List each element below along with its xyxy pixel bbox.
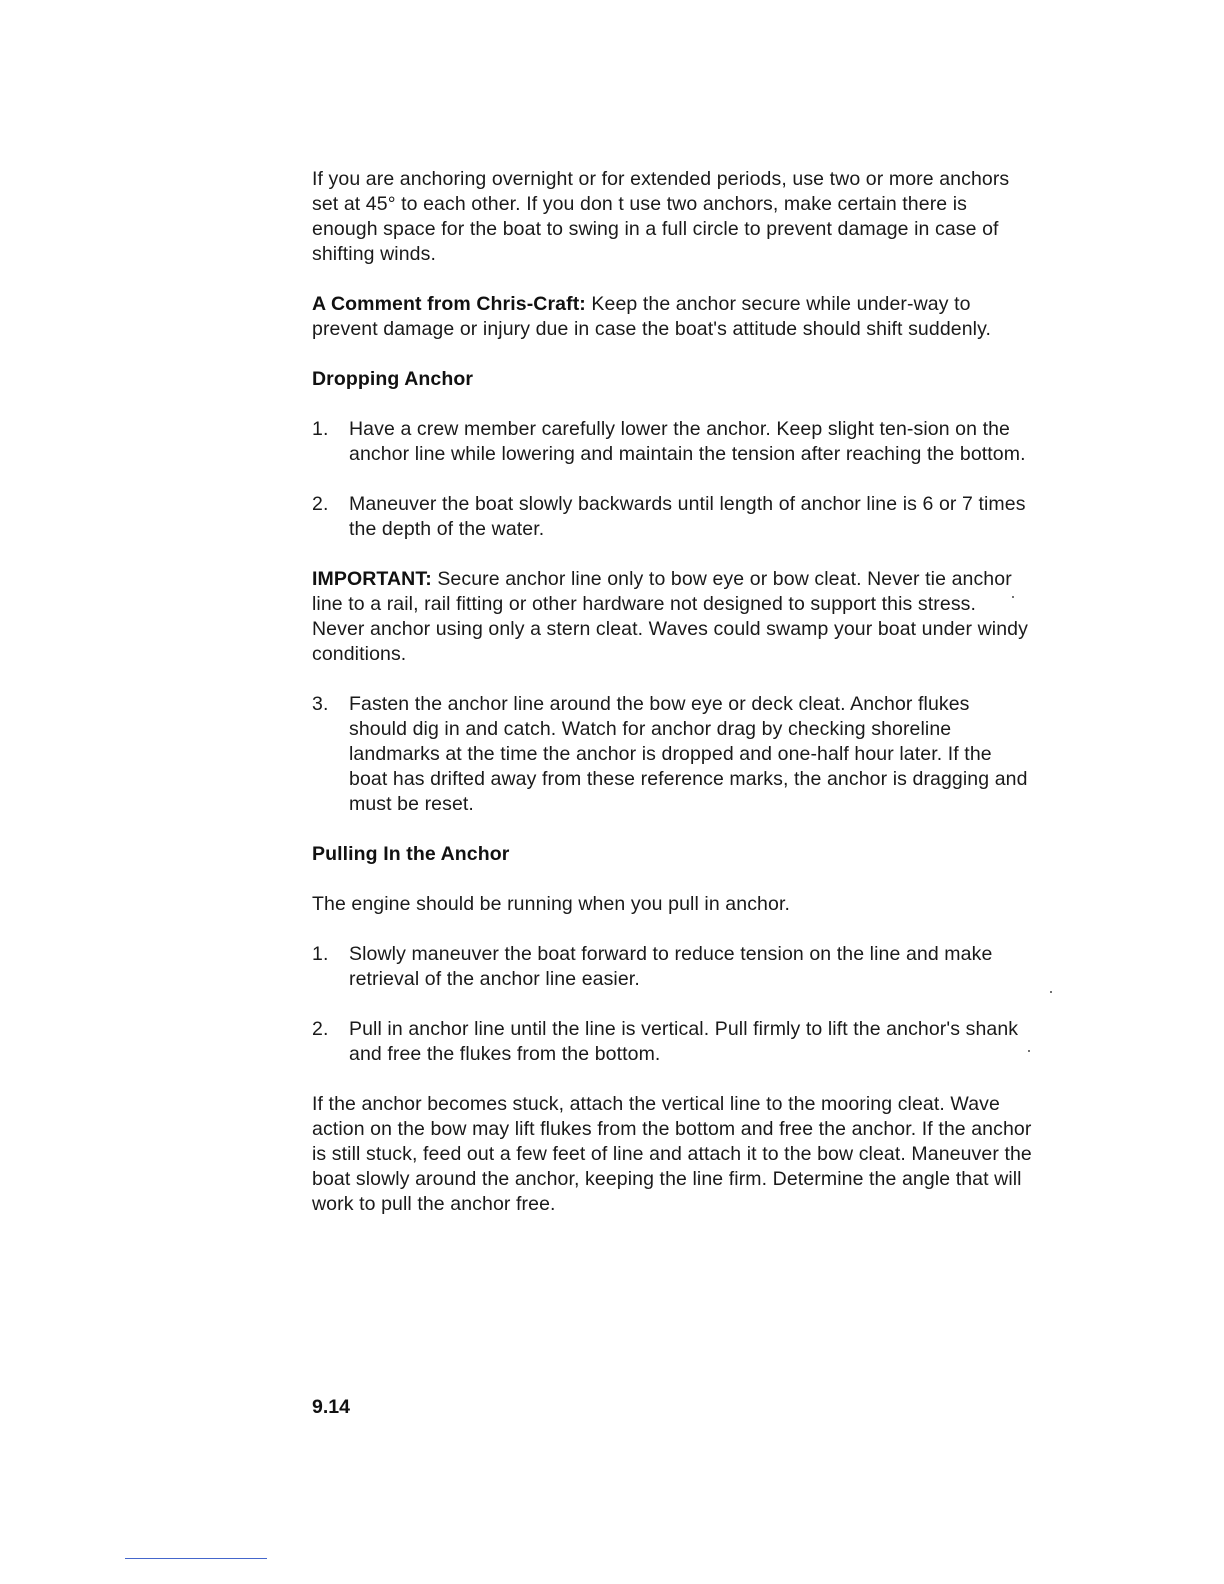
pulling-intro: The engine should be running when you pull in anchor. xyxy=(312,893,790,915)
step-text: Fasten the anchor line around the bow eye or deck cleat. Anchor flukes should dig in and catch. Watch for anchor drag by checking shoreline landmarks at the time the anchor is dropped and one-half hour later. If the boat has drifted away from these reference marks, the anchor is dragging and must be reset. xyxy=(349,693,1028,815)
bottom-rule xyxy=(125,1558,267,1559)
dropping-step-3 xyxy=(312,692,1032,817)
scan-speck xyxy=(1012,596,1014,598)
comment-label: A Comment from Chris-Craft: xyxy=(312,293,586,315)
scan-speck xyxy=(1028,1050,1030,1052)
step-number: 2. xyxy=(312,1018,329,1040)
step-text: Maneuver the boat slowly backwards until length of anchor line is 6 or 7 times the depth of the water. xyxy=(349,493,1026,540)
step-text: Pull in anchor line until the line is vertical. Pull firmly to lift the anchor's shank and free the flukes from the bottom. xyxy=(349,1018,1019,1065)
page-body xyxy=(312,167,1032,1242)
important-paragraph xyxy=(312,567,1032,667)
scan-speck xyxy=(1050,991,1052,993)
step-number: 2. xyxy=(312,493,329,515)
step-text: Slowly maneuver the boat forward to reduce tension on the line and make retrieval of the anchor line easier. xyxy=(349,943,993,990)
important-text: Secure anchor line only to bow eye or bow cleat. Never tie anchor line to a rail, rail fitting or other hardware not designed to support this stress. Never anchor using only a stern cleat. Waves could swamp your boat under windy conditions. xyxy=(312,568,1028,665)
step-text: Have a crew member carefully lower the anchor. Keep slight ten-sion on the anchor line while lowering and maintain the tension after reaching the bottom. xyxy=(349,418,1026,465)
comment-text: Keep the anchor secure while under-way to prevent damage or injury due in case the boat's attitude should shift suddenly. xyxy=(312,293,992,340)
dropping-step-1 xyxy=(312,417,1032,467)
dropping-anchor-heading: Dropping Anchor xyxy=(312,368,474,390)
step-number: 1. xyxy=(312,943,329,965)
pulling-step-2 xyxy=(312,1017,1032,1067)
pulling-step-1 xyxy=(312,942,1032,992)
important-label: IMPORTANT: xyxy=(312,568,432,590)
page-number: 9.14 xyxy=(312,1396,350,1418)
dropping-step-2 xyxy=(312,492,1032,542)
step-number: 3. xyxy=(312,693,329,715)
stuck-anchor-paragraph: If the anchor becomes stuck, attach the vertical line to the mooring cleat. Wave action on the bow may lift flukes from the bottom and free the anchor. If the anchor is still stuck, feed out a few feet of line and attach it to the bow cleat. Maneuver the boat slowly around the anchor, keeping the line firm. Determine the angle that will work to pull the anchor free. xyxy=(312,1093,1032,1215)
pulling-anchor-heading: Pulling In the Anchor xyxy=(312,843,510,865)
comment-paragraph xyxy=(312,292,1032,342)
step-number: 1. xyxy=(312,418,329,440)
intro-paragraph: If you are anchoring overnight or for extended periods, use two or more anchors set at 45° to each other. If you don t use two anchors, make certain there is enough space for the boat to swing in a full circle to prevent damage in case of shifting winds. xyxy=(312,168,1010,265)
